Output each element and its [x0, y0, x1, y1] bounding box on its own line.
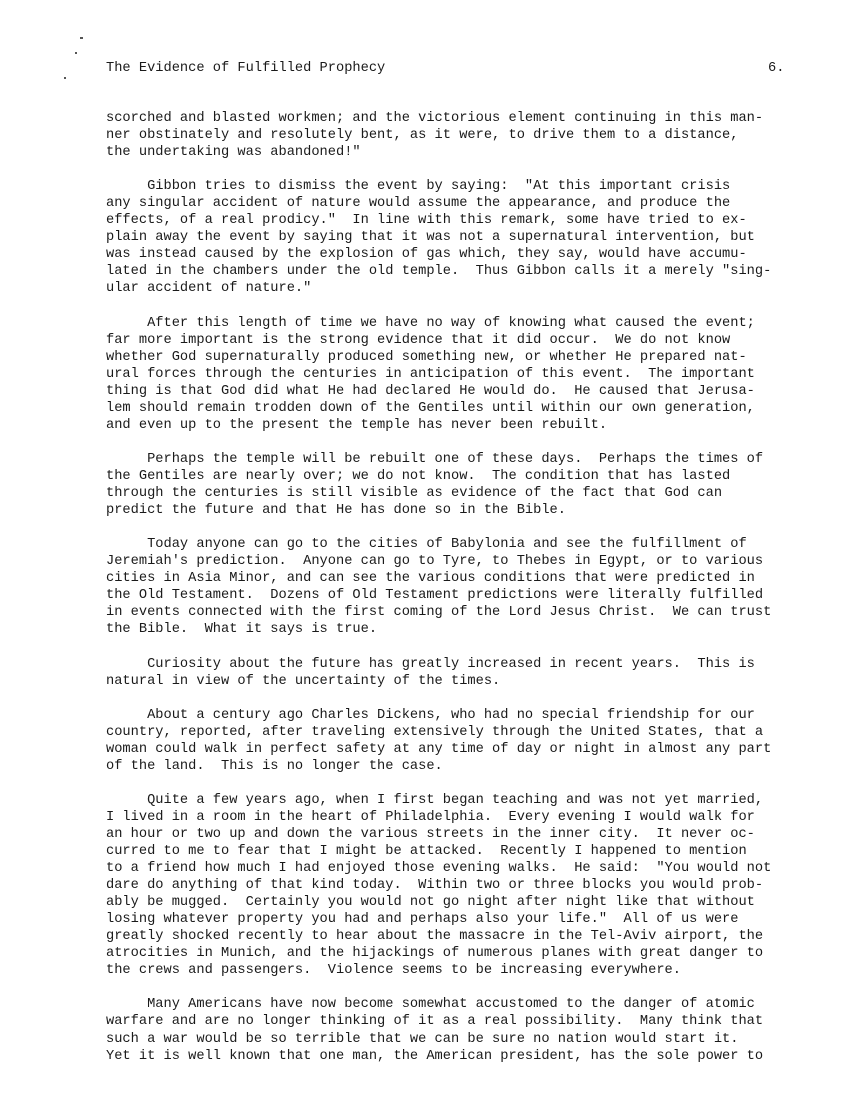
text-line: in events connected with the first coming of the Lord Jesus Christ. We can trust	[106, 605, 772, 621]
text-line: whether God supernaturally produced something new, or whether He prepared nat-	[106, 349, 747, 365]
text-line: thing is that God did what He had declared He would do. He caused that Jerusa-	[106, 383, 755, 399]
text-line: the crews and passengers. Violence seems to be increasing everywhere.	[106, 963, 681, 979]
text-line: plain away the event by saying that it was not a supernatural intervention, but	[106, 230, 755, 246]
text-line: Today anyone can go to the cities of Babylonia and see the fulfillment of	[106, 537, 747, 553]
text-line: Gibbon tries to dismiss the event by saying: "At this important crisis	[106, 179, 731, 195]
text-line: and even up to the present the temple has never been rebuilt.	[106, 417, 608, 433]
text-line: the Bible. What it says is true.	[106, 622, 378, 638]
text-line: country, reported, after traveling extensively through the United States, that a	[106, 724, 764, 740]
paragraph	[106, 996, 806, 1064]
text-line: warfare and are no longer thinking of it as a real possibility. Many think that	[106, 1014, 764, 1030]
text-line: losing whatever property you had and perhaps also your life." All of us were	[106, 912, 739, 928]
paragraph	[106, 707, 806, 775]
text-line: ner obstinately and resolutely bent, as it were, to drive them to a distance,	[106, 128, 739, 144]
text-line: of the land. This is no longer the case.	[106, 758, 443, 774]
text-line: the Gentiles are nearly over; we do not know. The condition that has lasted	[106, 468, 731, 484]
text-line: was instead caused by the explosion of gas which, they say, would have accumu-	[106, 247, 747, 263]
scan-speck	[64, 77, 66, 79]
text-line: the Old Testament. Dozens of Old Testament predictions were literally fulfilled	[106, 588, 764, 604]
text-line: such a war would be so terrible that we can be sure no nation would start it.	[106, 1031, 739, 1047]
text-line: atrocities in Munich, and the hijackings of numerous planes with great danger to	[106, 946, 764, 962]
scan-speck	[80, 37, 83, 39]
paragraph	[106, 315, 806, 434]
document-body	[106, 110, 806, 1082]
text-line: effects, of a real prodicy." In line with this remark, some have tried to ex-	[106, 213, 747, 229]
text-line: lem should remain trodden down of the Gentiles until within our own generation,	[106, 400, 755, 416]
text-line: I lived in a room in the heart of Philadelphia. Every evening I would walk for	[106, 809, 755, 825]
text-line: Yet it is well known that one man, the American president, has the sole power to	[106, 1048, 764, 1064]
text-line: cities in Asia Minor, and can see the various conditions that were predicted in	[106, 571, 755, 587]
text-line: curred to me to fear that I might be attacked. Recently I happened to mention	[106, 844, 747, 860]
text-line: dare do anything of that kind today. Within two or three blocks you would prob-	[106, 878, 764, 894]
text-line: About a century ago Charles Dickens, who had no special friendship for our	[106, 707, 755, 723]
page-number: 6.	[768, 61, 785, 76]
text-line: lated in the chambers under the old temple. Thus Gibbon calls it a merely "sing-	[106, 264, 772, 280]
text-line: ural forces through the centuries in anticipation of this event. The important	[106, 366, 755, 382]
text-line: predict the future and that He has done so in the Bible.	[106, 503, 566, 519]
text-line: greatly shocked recently to hear about the massacre in the Tel-Aviv airport, the	[106, 929, 764, 945]
text-line: scorched and blasted workmen; and the victorious element continuing in this man-	[106, 111, 764, 126]
paragraph	[106, 536, 806, 638]
text-line: Curiosity about the future has greatly increased in recent years. This is	[106, 656, 755, 672]
paragraph	[106, 792, 806, 980]
text-line: After this length of time we have no way of knowing what caused the event;	[106, 315, 755, 331]
text-line: any singular accident of nature would assume the appearance, and produce the	[106, 196, 731, 212]
text-line: woman could walk in perfect safety at any time of day or night in almost any part	[106, 741, 772, 757]
paragraph	[106, 451, 806, 519]
text-line: an hour or two up and down the various streets in the inner city. It never oc-	[106, 826, 755, 842]
text-line: the undertaking was abandoned!"	[106, 145, 361, 161]
text-line: Many Americans have now become somewhat accustomed to the danger of atomic	[106, 997, 755, 1013]
text-line: through the centuries is still visible as evidence of the fact that God can	[106, 486, 723, 502]
text-line: ular accident of nature."	[106, 281, 312, 297]
text-line: to a friend how much I had enjoyed those evening walks. He said: "You would not	[106, 861, 772, 877]
text-line: Perhaps the temple will be rebuilt one of these days. Perhaps the times of	[106, 451, 764, 467]
header-title: The Evidence of Fulfilled Prophecy	[106, 61, 386, 76]
paragraph	[106, 110, 806, 161]
text-line: ably be mugged. Certainly you would not go night after night like that without	[106, 895, 755, 911]
text-line: Jeremiah's prediction. Anyone can go to Tyre, to Thebes in Egypt, or to various	[106, 554, 764, 570]
paragraph	[106, 656, 806, 690]
text-line: far more important is the strong evidence that it did occur. We do not know	[106, 332, 731, 348]
scan-speck	[75, 52, 77, 54]
text-line: Quite a few years ago, when I first began teaching and was not yet married,	[106, 792, 764, 808]
paragraph	[106, 178, 806, 297]
text-line: natural in view of the uncertainty of the times.	[106, 673, 501, 689]
